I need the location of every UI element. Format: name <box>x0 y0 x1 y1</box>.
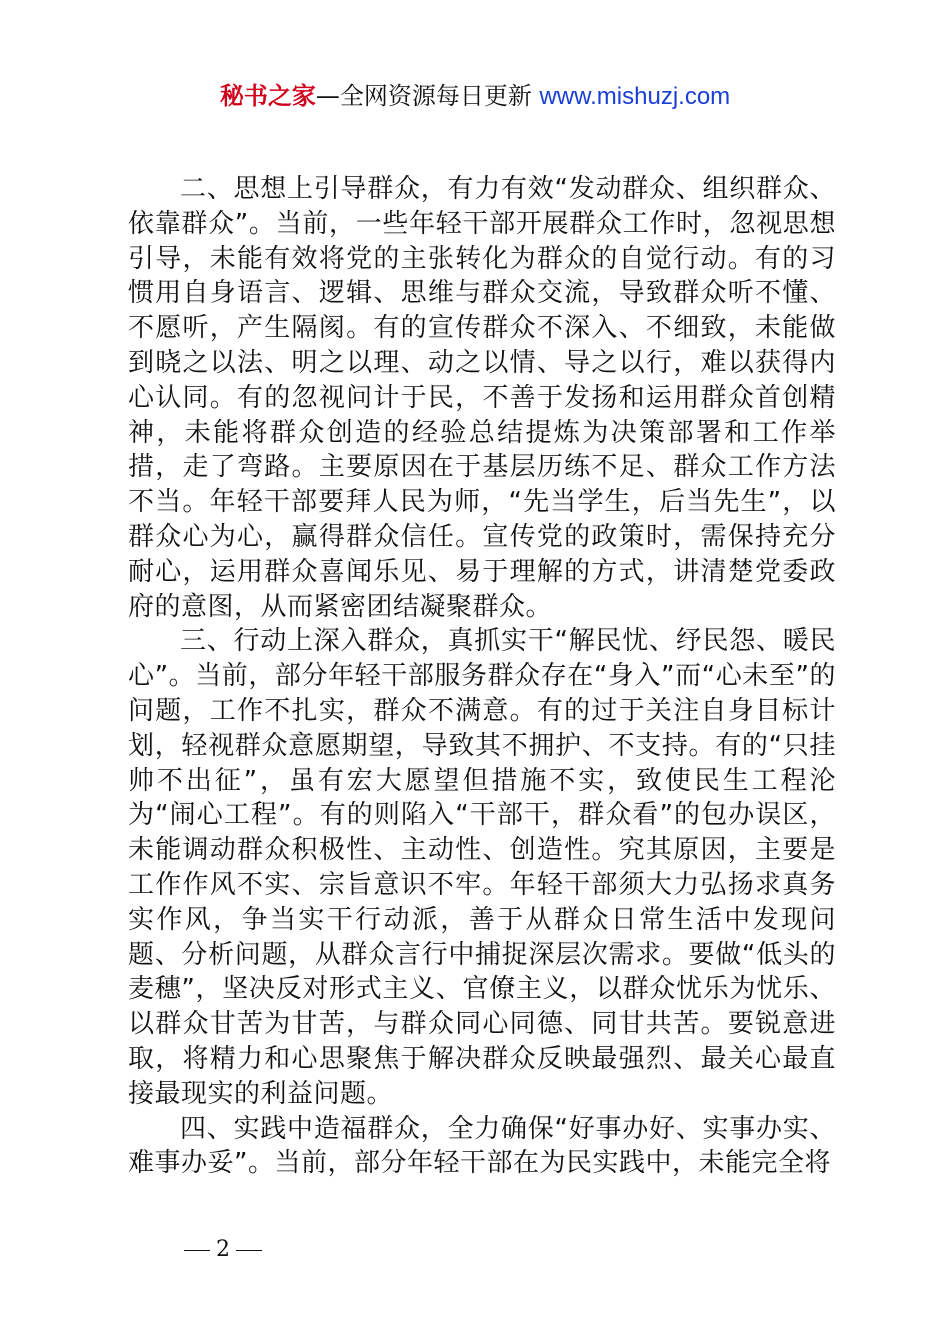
site-url-link[interactable]: www.mishuzj.com <box>539 83 731 110</box>
site-header <box>0 80 950 113</box>
page-footer <box>178 1236 268 1264</box>
article-body <box>128 172 836 1181</box>
paragraph-four: 四、实践中造福群众，全力确保“好事办好、实事办实、难事办妥”。当前，部分年轻干部在为民实践中，未能完全将 <box>128 1113 836 1179</box>
paragraph-three: 三、行动上深入群众，真抓实干“解民忧、纾民怨、暖民心”。当前，部分年轻干部服务群众存在“身入”而“心未至”的问题，工作不扎实，群众不满意。有的过于关注自身目标计划，轻视群众意愿期望，导致其不拥护、不支持。有的“只挂帅不出征”，虽有宏大愿望但措施不实，致使民生工程沦为“闹心工程”。有的则陷入“干部干，群众看”的包办误区，未能调动群众积极性、主动性、创造性。究其原因，主要是工作作风不实、宗旨意识不牢。年轻干部须大力弘扬求真务实作风，争当实干行动派，善于从群众日常生活中发现问题、分析问题，从群众言行中捕捉深层次需求。要做“低头的麦穗”，坚决反对形式主义、官僚主义，以群众忧乐为忧乐、以群众甘苦为甘苦，与群众同心同德、同甘共苦。要锐意进取，将精力和心思聚焦于解决群众反映最强烈、最关心最直接最现实的利益问题。 <box>128 626 836 1109</box>
footer-dash-left <box>184 1250 210 1251</box>
footer-dash-right <box>236 1250 262 1251</box>
page-number: 2 <box>216 1237 230 1262</box>
paragraph-two: 二、思想上引导群众，有力有效“发动群众、组织群众、依靠群众”。当前，一些年轻干部开展群众工作时，忽视思想引导，未能有效将党的主张转化为群众的自觉行动。有的习惯用自身语言、逻辑、思维与群众交流，导致群众听不懂、不愿听，产生隔阂。有的宣传群众不深入、不细致，未能做到晓之以法、明之以理、动之以情、导之以行，难以获得内心认同。有的忽视问计于民，不善于发扬和运用群众首创精神，未能将群众创造的经验总结提炼为决策部署和工作举措，走了弯路。主要原因在于基层历练不足、群众工作方法不当。年轻干部要拜人民为师，“先当学生，后当先生”，以群众心为心，赢得群众信任。宣传党的政策时，需保持充分耐心，运用群众喜闻乐见、易于理解的方式，讲清楚党委政府的意图，从而紧密团结凝聚群众。 <box>128 174 836 622</box>
site-tagline: —全网资源每日更新 <box>315 82 532 110</box>
site-brand: 秘书之家 <box>219 82 316 110</box>
